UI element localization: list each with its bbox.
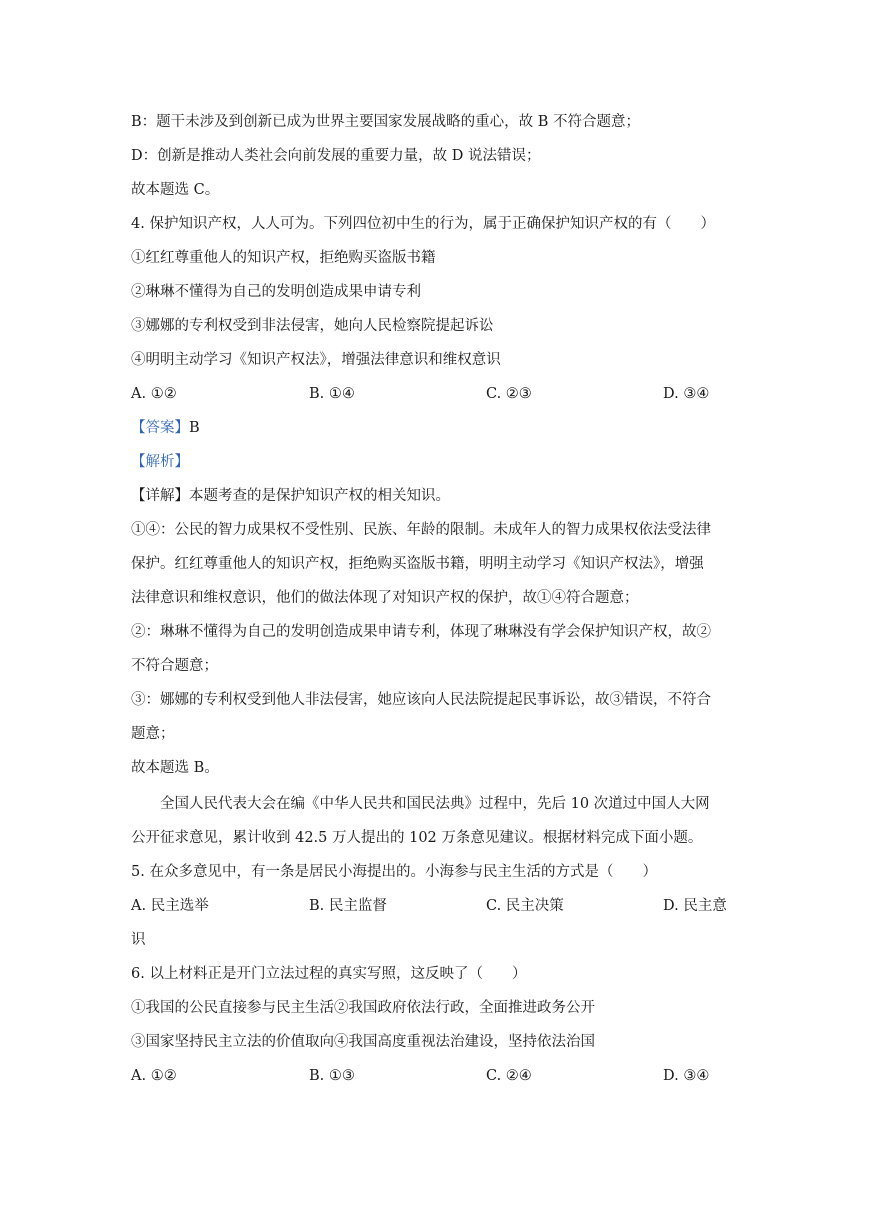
conclusion-q4: 故本题选 B。 [131, 760, 219, 776]
question-6-statements-1: ①我国的公民直接参与民主生活②我国政府依法行政，全面推进政务公开 [131, 1000, 595, 1016]
question-6-stem: 6. 以上材料正是开门立法过程的真实写照，这反映了（ ） [131, 966, 527, 982]
question-6-option-b: B. ①③ [309, 1068, 355, 1084]
question-4-statement-4: ④明明主动学习《知识产权法》，增强法律意识和维权意识 [131, 352, 501, 368]
material-line-1: 全国人民代表大会在编《中华人民共和国民法典》过程中，先后 10 次道过中国人大网 [160, 796, 710, 812]
question-5-option-d-wrap: 识 [131, 932, 146, 948]
question-4-option-d: D. ③④ [663, 386, 710, 402]
question-5-stem: 5. 在众多意见中，有一条是居民小海提出的。小海参与民主生活的方式是（ ） [131, 864, 657, 880]
question-4-option-b: B. ①④ [309, 386, 355, 402]
question-5-option-c: C. 民主决策 [486, 898, 564, 914]
explanation-2-line-2: 不符合题意； [131, 658, 218, 674]
explanation-14-line-2: 保护。红红尊重他人的知识产权，拒绝购买盗版书籍，明明主动学习《知识产权法》，增强 [131, 556, 704, 572]
question-4-option-c: C. ②③ [486, 386, 532, 402]
detail-intro: 【详解】本题考查的是保护知识产权的相关知识。 [131, 488, 450, 504]
answer-tag: 【答案】 [131, 420, 189, 436]
question-6-statements-2: ③国家坚持民主立法的价值取向④我国高度重视法治建设，坚持依法治国 [131, 1034, 595, 1050]
material-line-2: 公开征求意见，累计收到 42.5 万人提出的 102 万条意见建议。根据材料完成下面小题。 [131, 830, 703, 846]
question-5-option-a: A. 民主选举 [131, 898, 209, 914]
explanation-14-line-3: 法律意识和维权意识，他们的做法体现了对知识产权的保护，故①④符合题意； [131, 590, 639, 606]
question-4-statement-3: ③娜娜的专利权受到非法侵害，她向人民检察院提起诉讼 [131, 318, 494, 334]
question-6-option-a: A. ①② [131, 1068, 177, 1084]
conclusion-q3: 故本题选 C。 [131, 182, 220, 198]
explanation-b: B：题干未涉及到创新已成为世界主要国家发展战略的重心，故 B 不符合题意； [131, 114, 641, 130]
explanation-d: D：创新是推动人类社会向前发展的重要力量，故 D 说法错误； [131, 148, 541, 164]
question-4-stem: 4. 保护知识产权，人人可为。下列四位初中生的行为，属于正确保护知识产权的有（ ） [131, 216, 715, 232]
answer-line [131, 418, 200, 438]
answer-value: B [189, 420, 200, 436]
question-5-option-b: B. 民主监督 [309, 898, 387, 914]
explanation-14-line-1: ①④：公民的智力成果权不受性别、民族、年龄的限制。未成年人的智力成果权依法受法律 [131, 522, 711, 538]
explanation-2-line-1: ②：琳琳不懂得为自己的发明创造成果申请专利，体现了琳琳没有学会保护知识产权，故② [131, 624, 711, 640]
question-4-option-a: A. ①② [131, 386, 177, 402]
analysis-tag: 【解析】 [131, 454, 189, 470]
explanation-3-line-2: 题意； [131, 726, 175, 742]
question-4-statement-1: ①红红尊重他人的知识产权，拒绝购买盗版书籍 [131, 250, 436, 266]
question-6-option-d: D. ③④ [663, 1068, 710, 1084]
question-4-statement-2: ②琳琳不懂得为自己的发明创造成果申请专利 [131, 284, 421, 300]
question-5-option-d: D. 民主意 [663, 898, 727, 914]
explanation-3-line-1: ③：娜娜的专利权受到他人非法侵害，她应该向人民法院提起民事诉讼，故③错误，不符合 [131, 692, 711, 708]
question-6-option-c: C. ②④ [486, 1068, 532, 1084]
